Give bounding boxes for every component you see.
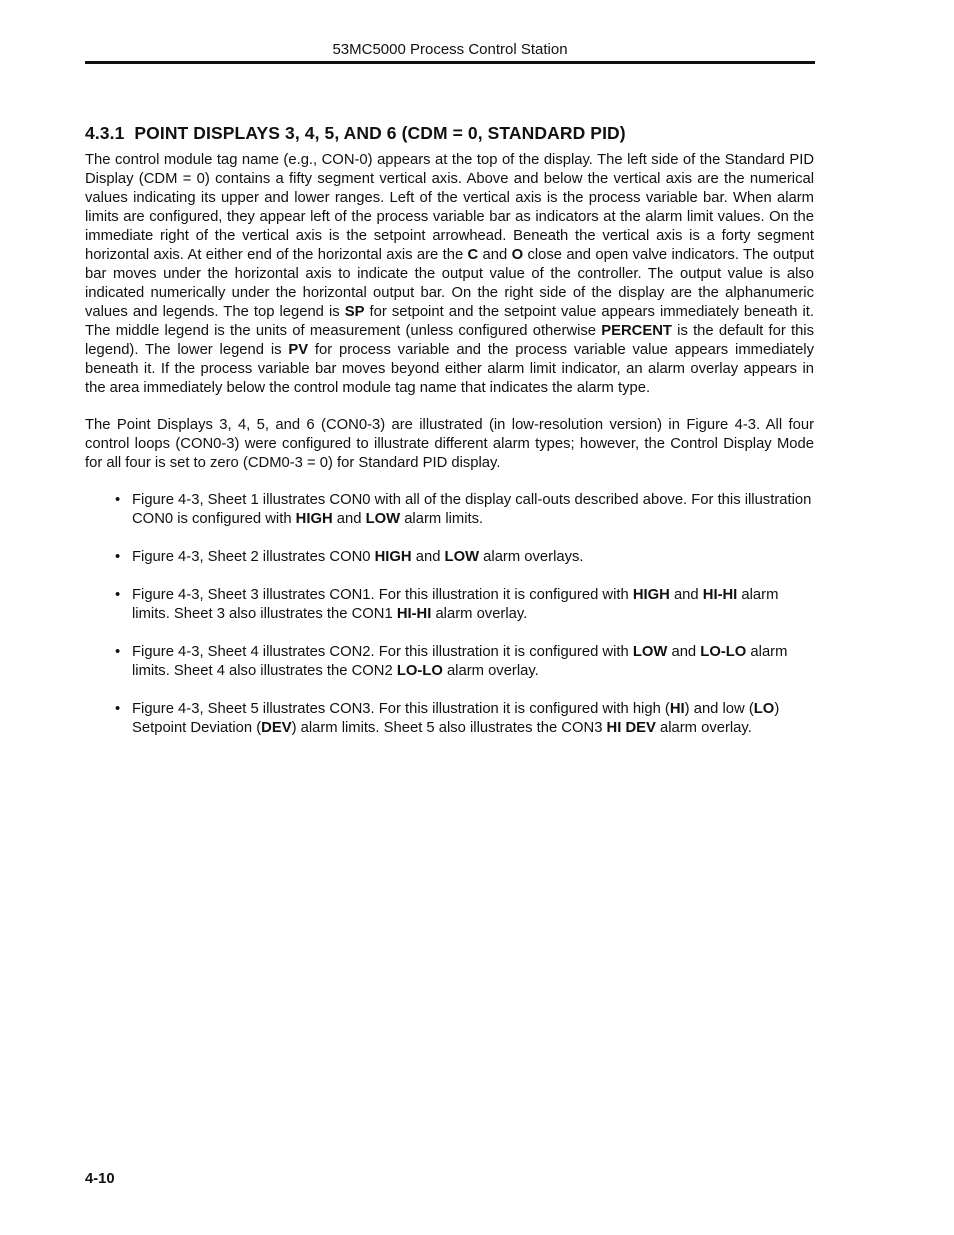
text-run: is the default for this legend). The lower legend is [85, 323, 814, 358]
bold-term: SP [344, 304, 365, 320]
bold-term: PERCENT [601, 323, 672, 339]
running-header: 53MC5000 Process Control Station [332, 41, 568, 58]
text-run: and [478, 247, 512, 263]
list-item: • Figure 4-3, Sheet 2 illustrates CON0 HIGH and LOW alarm overlays. [115, 549, 584, 565]
section-title: POINT DISPLAYS 3, 4, 5, AND 6 (CDM = 0, STANDARD PID) [134, 123, 626, 143]
list-item: • Figure 4-3, Sheet 5 illustrates CON3. For this illustration it is configured with high (HI) and low (LO) Setpoint Deviation (DEV) alarm limits. Sheet 5 also illustrates the CON3 HI DEV alarm overlay. [115, 701, 780, 736]
list-item: • Figure 4-3, Sheet 4 illustrates CON2. For this illustration it is configured with LOW and LO-LO alarm limits. Sheet 4 also illustrates the CON2 LO-LO alarm overlay. [115, 644, 788, 679]
page-content [85, 122, 814, 757]
bold-term: C [467, 247, 479, 263]
text-run: The control module tag name (e.g., CON-0) appears at the top of the display. The left side of the Standard PID Display (CDM = 0) contains a fifty segment vertical axis. Above and below the vertical axis are the numerical values indicating its upper and lower ranges. Left of the vertical axis is the process variable bar. When alarm limits are configured, they appear left of the process variable bar as indicators at the alarm limit values. On the immediate right of the vertical axis is the setpoint arrowhead. Beneath the vertical axis is a forty segment horizontal axis. At either end of the horizontal axis are the [85, 152, 814, 263]
list-item: • Figure 4-3, Sheet 1 illustrates CON0 with all of the display call-outs described above. For this illustration CON0 is configured with HIGH and LOW alarm limits. [115, 492, 812, 527]
list-item: • Figure 4-3, Sheet 3 illustrates CON1. For this illustration it is configured with HIGH and HI-HI alarm limits. Sheet 3 also illustrates the CON1 HI-HI alarm overlay. [115, 587, 779, 622]
bullet-icon: • [115, 701, 121, 717]
paragraph-1 [85, 151, 814, 398]
page-number: 4-10 [85, 1171, 115, 1187]
figure-bullet-list [85, 491, 814, 738]
bullet-icon: • [115, 644, 121, 660]
text-run: for process variable and the process variable value appears immediately beneath it. If the process variable bar moves beyond either alarm limit indicator, an alarm overlay appears in the area immediately below the control module tag name that indicates the alarm type. [85, 342, 814, 396]
text-run: close and open valve indicators. The output bar moves under the horizontal axis to indicate the output value of the controller. The output value is also indicated numerically under the horizontal output bar. On the right side of the display are the alphanumeric values and legends. The top legend is [85, 247, 814, 320]
bold-term: O [511, 247, 524, 263]
bullet-icon: • [115, 492, 121, 508]
bullet-icon: • [115, 549, 121, 565]
bold-term: PV [288, 342, 309, 358]
section-number: 4.3.1 [85, 123, 125, 143]
bullet-icon: • [115, 587, 121, 603]
text-run: for setpoint and the setpoint value appears immediately beneath it. The middle legend is the units of measurement (unless configured otherwise [85, 304, 814, 339]
section-heading [85, 122, 814, 144]
paragraph-2: The Point Displays 3, 4, 5, and 6 (CON0-3) are illustrated (in low-resolution version) in Figure 4-3. All four control loops (CON0-3) were configured to illustrate different alarm types; however, the Control Display Mode for all four is set to zero (CDM0-3 = 0) for Standard PID display. [85, 417, 814, 471]
header-rule [85, 61, 815, 64]
